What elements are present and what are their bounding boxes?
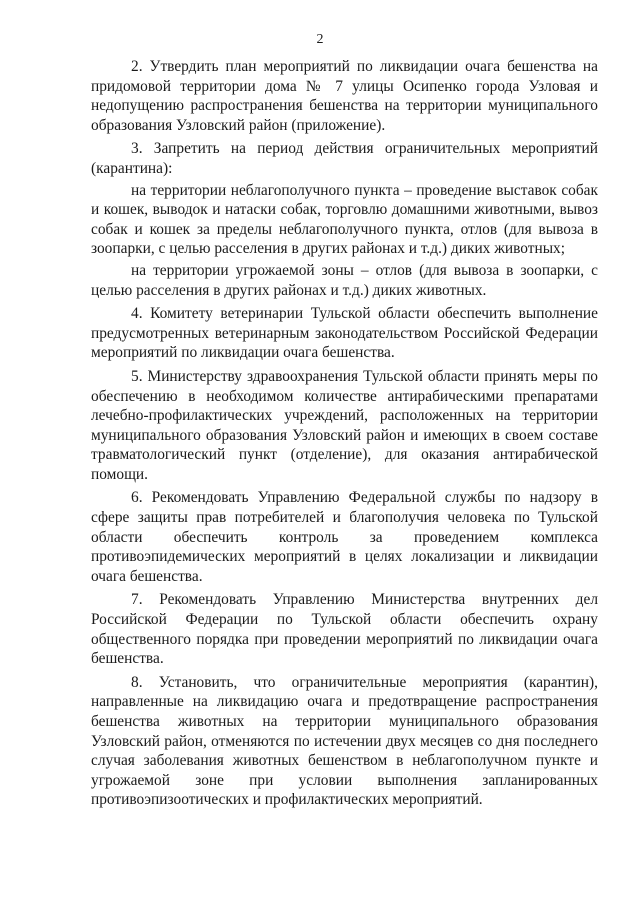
- paragraph-3: 3. Запретить на период действия ограничительных мероприятий (карантина):: [91, 140, 598, 177]
- paragraph-3-item-2: на территории угрожаемой зоны – отлов (для вывоза в зоопарки, с целью расселения в других районах и т.д.) диких животных.: [91, 261, 598, 299]
- document-body: [91, 57, 598, 814]
- paragraph-8: 8. Установить, что ограничительные мероприятия (карантин), направленные на ликвидацию очага и предотвращение распространения бешенства животных на территории муниципального образования Узловский район, отменяются по истечении двух месяцев со дня последнего случая заболевания животных бешенством в неблагополучном пункте и угрожаемой зоне при условии выполнения запланированных противоэпизоотических и профилактических мероприятий.: [91, 673, 598, 809]
- paragraph-4: 4. Комитету ветеринарии Тульской области обеспечить выполнение предусмотренных ветеринарным законодательством Российской Федерации мероприятий по ликвидации очага бешенства.: [91, 305, 598, 362]
- paragraph-5: 5. Министерству здравоохранения Тульской области принять меры по обеспечению в необходимом количестве антирабическими препаратами лечебно-профилактических учреждений, расположенных на территории муниципального образования Узловский район и имеющих в своем составе травматологический пункт (отделение), для оказания антирабической помощи.: [91, 367, 598, 483]
- paragraph-6: 6. Рекомендовать Управлению Федеральной службы по надзору в сфере защиты прав потребителей и благополучия человека по Тульской области обеспечить контроль за проведением комплекса противоэпидемических мероприятий в целях локализации и ликвидации очага бешенства.: [91, 489, 598, 585]
- paragraph-7: 7. Рекомендовать Управлению Министерства внутренних дел Российской Федерации по Тульской области обеспечить охрану общественного порядка при проведении мероприятий по ликвидации очага бешенства.: [91, 591, 598, 668]
- paragraph-3-item-1: на территории неблагополучного пункта – проведение выставок собак и кошек, выводок и натаски собак, торговлю домашними животными, вывоз собак и кошек за пределы неблагополучного пункта, отлов (для вывоза в зоопарки, с целью расселения в других районах и т.д.) диких животных;: [91, 181, 598, 258]
- paragraph-2: 2. Утвердить план мероприятий по ликвидации очага бешенства на придомовой территории дома № 7 улицы Осипенко города Узловая и недопущению распространения бешенства на территории муниципального образования Узловский район (приложение).: [91, 58, 598, 134]
- page-number: 2: [316, 32, 324, 47]
